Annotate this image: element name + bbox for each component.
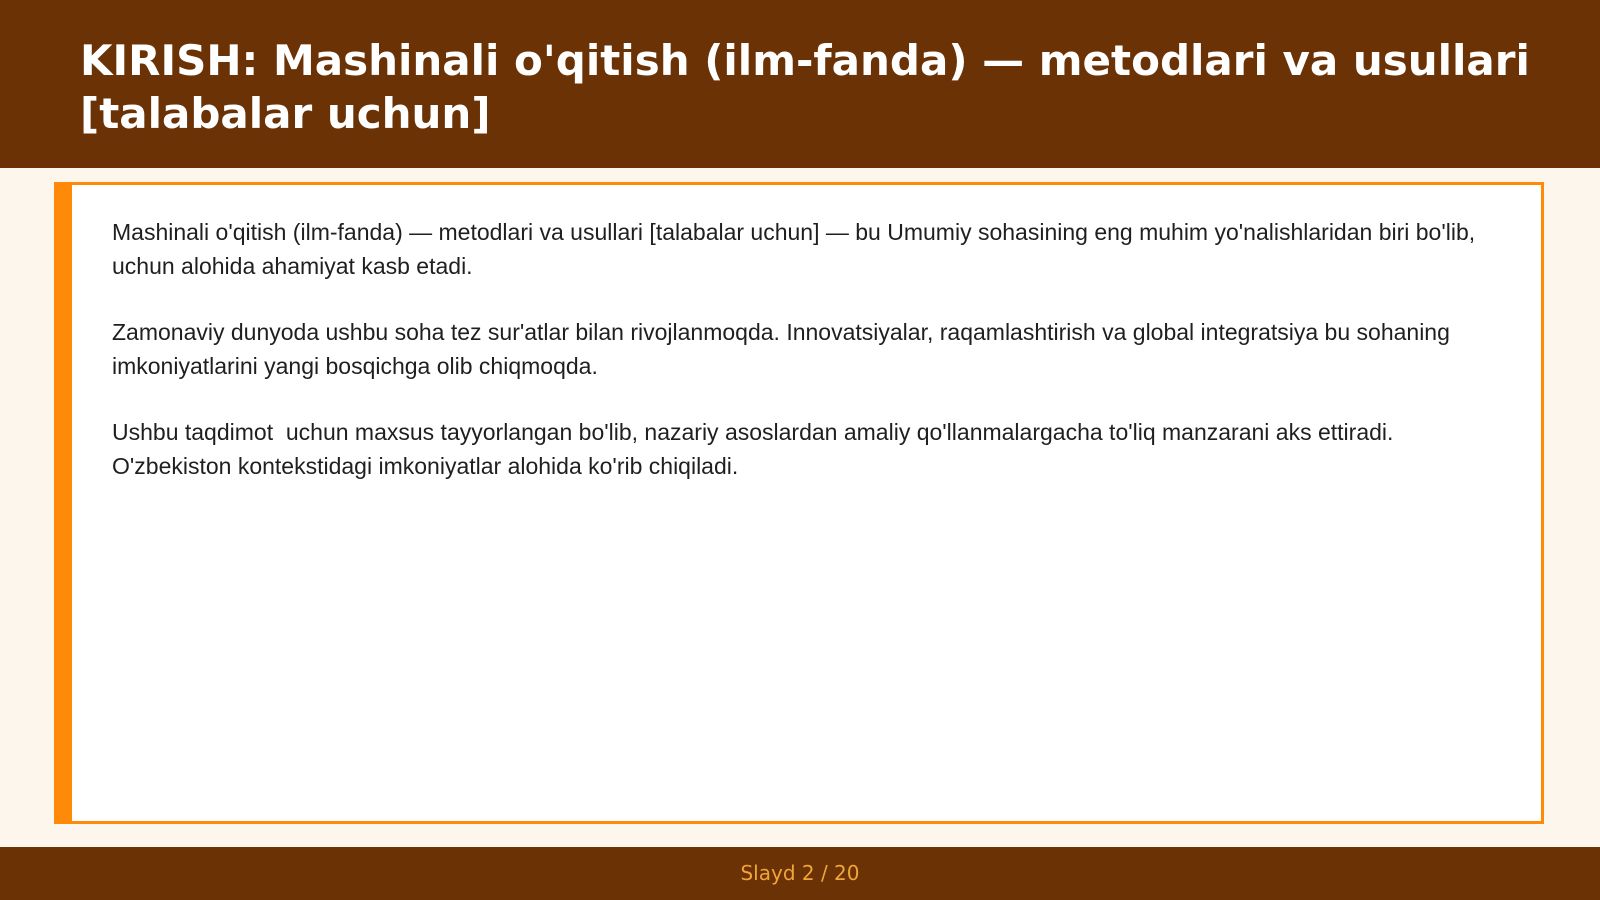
- slide-title: KIRISH: Mashinali o'qitish (ilm-fanda) — metodlari va usullari [talabalar uchun]: [80, 36, 1530, 138]
- paragraph-2: Zamonaviy dunyoda ushbu soha tez sur'atlar bilan rivojlanmoqda. Innovatsiyalar, raqamlashtirish va global integratsiya bu sohaning imkoniyatlarini yangi bosqichga olib chiqmoqda.: [112, 319, 1457, 379]
- paragraph-3: Ushbu taqdimot uchun maxsus tayyorlangan bo'lib, nazariy asoslardan amaliy qo'llanmalargacha to'liq manzarani aks ettiradi. O'zbekiston kontekstidagi imkoniyatlar alohida ko'rib chiqiladi.: [112, 419, 1400, 479]
- content-box: [54, 182, 1544, 824]
- body-text: [112, 215, 1502, 515]
- slide-footer: [0, 847, 1600, 900]
- paragraph-1: Mashinali o'qitish (ilm-fanda) — metodlari va usullari [talabalar uchun] — bu Umumiy sohasining eng muhim yo'nalishlaridan biri bo'lib, uchun alohida ahamiyat kasb etadi.: [112, 219, 1488, 279]
- slide-number: Slayd 2 / 20: [740, 861, 860, 885]
- slide-header: [0, 0, 1600, 168]
